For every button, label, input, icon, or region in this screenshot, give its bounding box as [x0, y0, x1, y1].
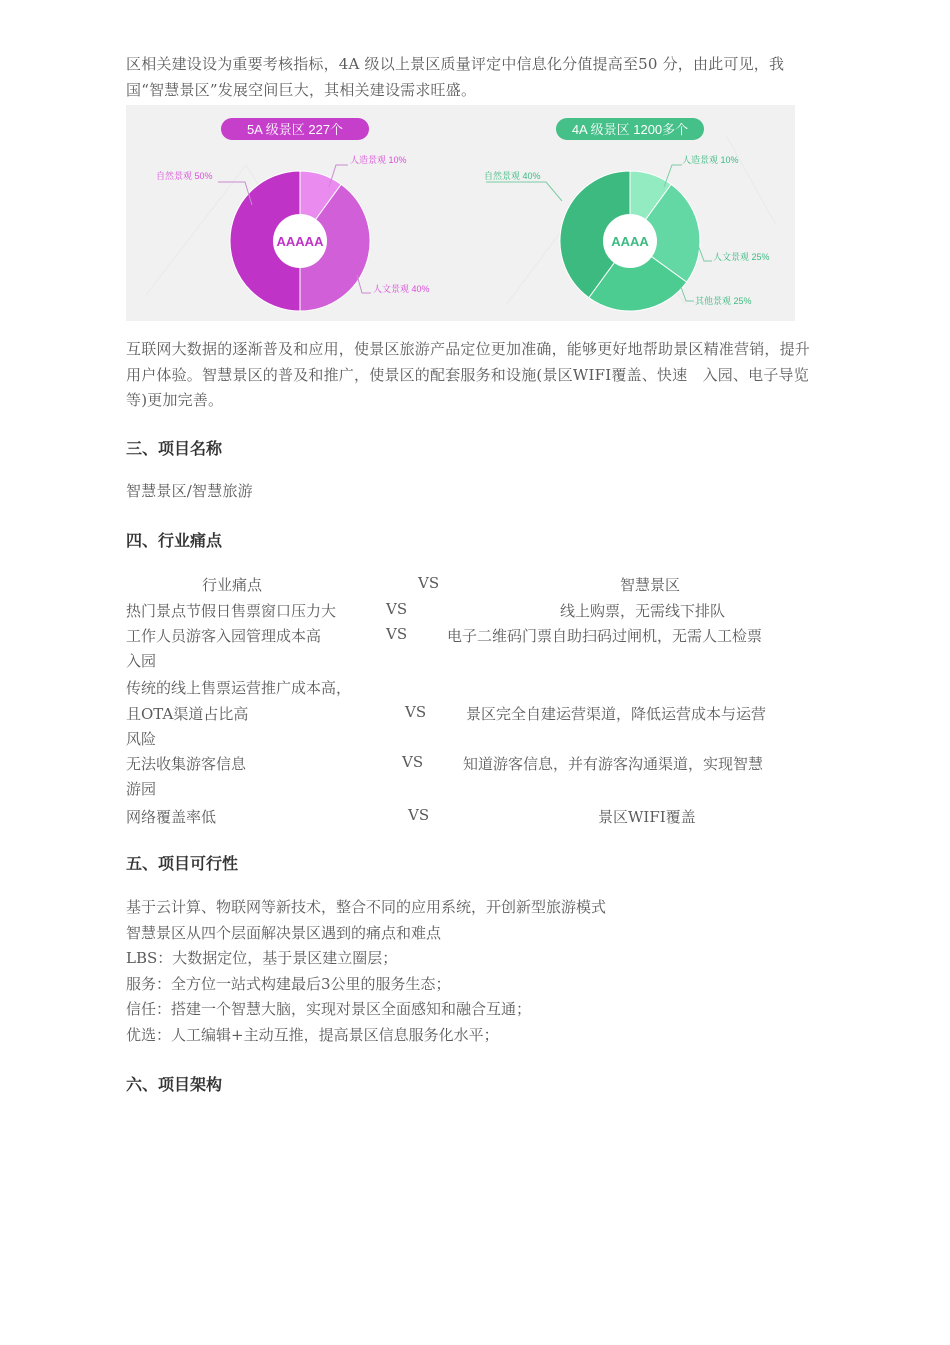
section-3-title: 三、项目名称 [126, 439, 223, 458]
pie-5a [156, 118, 430, 311]
table-cell-right: 电子二维码门票自助扫码过闸机，无需人工检票 [447, 627, 763, 645]
section-6-title: 六、项目架构 [126, 1075, 223, 1094]
table-cell-left-cont: 游园 [126, 780, 157, 798]
table-cell-left: 工作人员游客入园管理成本高 [126, 627, 322, 645]
table-cell-right: 线上购票，无需线下排队 [560, 602, 726, 620]
pie-4a [484, 118, 770, 311]
scenic-area-infographic [126, 105, 795, 321]
table-cell-left: 无法收集游客信息 [126, 755, 247, 773]
section-5-title: 五、项目可行性 [126, 854, 239, 873]
list-item: LBS：大数据定位，基于景区建立圈层； [126, 949, 398, 967]
label-5a-natural: 自然景观 50% [156, 171, 213, 181]
label-4a-artificial: 人造景观 10% [682, 155, 739, 165]
table-cell-vs: VS [386, 625, 408, 643]
table-cell-right: 知道游客信息，并有游客沟通渠道，实现智慧 [463, 755, 764, 773]
table-cell-left: 网络覆盖率低 [126, 808, 217, 826]
label-4a-natural: 自然景观 40% [484, 171, 541, 181]
table-cell-vs: VS [386, 600, 408, 618]
section-3-body: 智慧景区/智慧旅游 [126, 482, 253, 500]
label-4a-humanities: 人文景观 25% [713, 252, 770, 262]
list-item: 基于云计算、物联网等新技术，整合不同的应用系统，开创新型旅游模式 [126, 898, 607, 916]
table-cell-left: 热门景点节假日售票窗口压力大 [126, 602, 337, 620]
label-5a-humanities: 人文景观 40% [373, 284, 430, 294]
badge-4a-text: 4A 级景区 1200多个 [571, 122, 689, 137]
section-4-title: 四、行业痛点 [126, 531, 223, 550]
pain-points-table [126, 574, 806, 834]
list-item: 优选：人工编辑+主动互推，提高景区信息服务化水平； [126, 1025, 499, 1044]
table-header-right: 智慧景区 [620, 576, 681, 594]
list-item: 智慧景区从四个层面解决景区遇到的痛点和难点 [126, 923, 442, 942]
list-item: 信任：搭建一个智慧大脑，实现对景区全面感知和融合互通； [126, 1000, 532, 1018]
table-cell-left-cont: 入园 [126, 652, 157, 670]
table-cell-left-cont: 风险 [126, 730, 157, 748]
table-cell-left-cont: 且OTA渠道占比高 [126, 705, 249, 723]
center-label-5a: AAAAA [276, 234, 324, 249]
list-item: 服务：全方位一站式构建最后3公里的服务生态； [126, 974, 451, 993]
table-cell-vs: VS [408, 806, 430, 824]
label-4a-other: 其他景观 25% [695, 296, 752, 306]
paragraph-big-data: 互联网大数据的逐渐普及和应用，使景区旅游产品定位更加准确，能够更好地帮助景区精准营销，提升用户体验。智慧景区的普及和推广，使景区的配套服务和设施(景区WIFI覆盖、快速 入园、电子导览等)更加完善。 [126, 340, 811, 409]
center-label-4a: AAAA [611, 234, 649, 249]
table-header-vs: VS [418, 574, 440, 592]
intro-paragraph: 区相关建设设为重要考核指标，4A 级以上景区质量评定中信息化分值提高至50 分，由此可见，我国“智慧景区”发展空间巨大，其相关建设需求旺盛。 [126, 55, 785, 99]
table-cell-right: 景区完全自建运营渠道，降低运营成本与运营 [466, 705, 767, 723]
table-cell-vs: VS [405, 703, 427, 721]
table-cell-right: 景区WIFI覆盖 [598, 808, 696, 826]
label-5a-artificial: 人造景观 10% [350, 155, 407, 165]
feasibility-list [126, 895, 606, 1048]
table-cell-vs: VS [402, 753, 424, 771]
table-header-left: 行业痛点 [202, 576, 263, 594]
badge-5a-text: 5A 级景区 227个 [246, 122, 344, 137]
table-cell-left: 传统的线上售票运营推广成本高， [126, 679, 352, 697]
